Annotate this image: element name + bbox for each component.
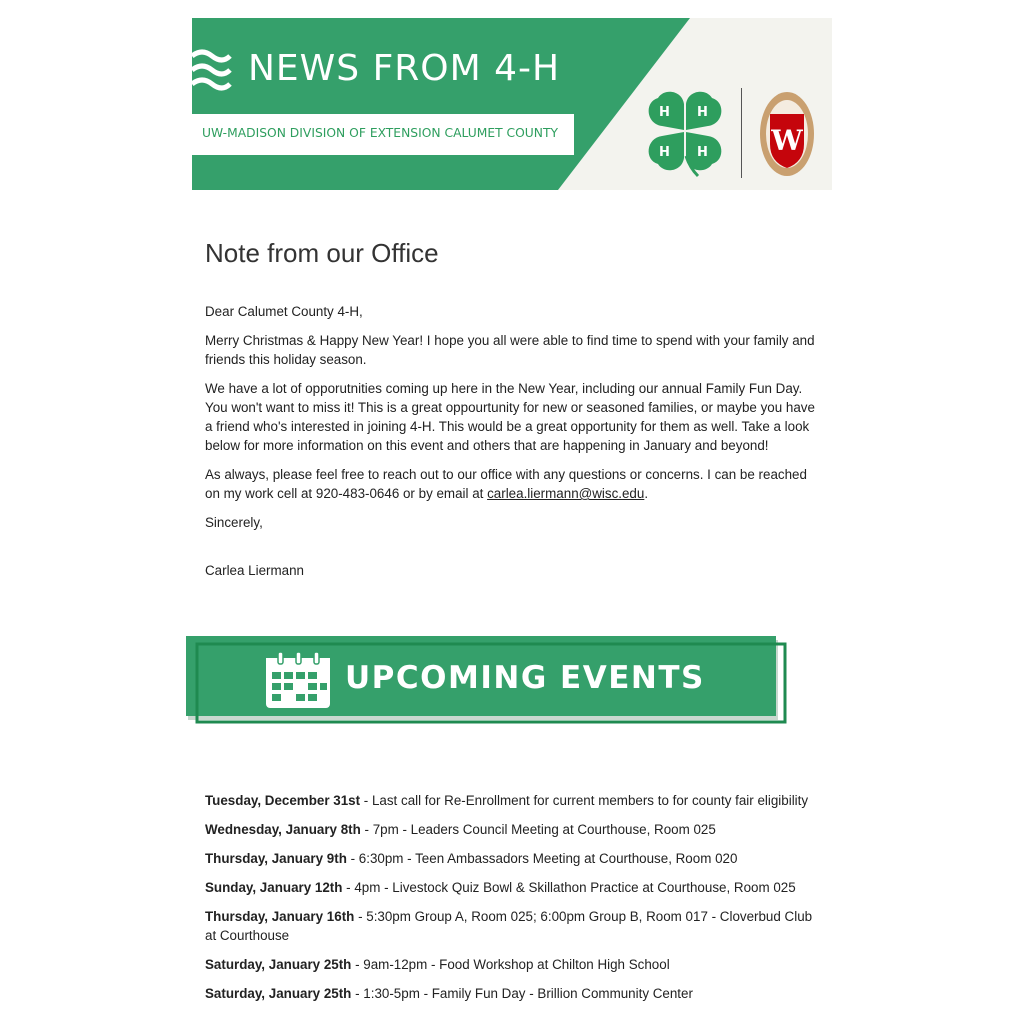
event-item [205, 907, 825, 945]
event-detail: - 7pm - Leaders Council Meeting at Courthouse, Room 025 [360, 822, 716, 837]
event-item [205, 791, 825, 810]
svg-text:H: H [697, 105, 708, 120]
event-item [205, 820, 825, 839]
event-detail: - 6:30pm - Teen Ambassadors Meeting at Courthouse, Room 020 [346, 851, 738, 866]
event-item [205, 878, 825, 897]
banner-subtitle: UW-MADISON DIVISION OF EXTENSION CALUMET COUNTY [202, 126, 559, 140]
waves-icon [192, 48, 232, 94]
calendar-icon [264, 652, 332, 710]
event-detail: - Last call for Re-Enrollment for current members to for county fair eligibility [360, 793, 809, 808]
header-banner [192, 18, 832, 190]
event-date: Sunday, January 12th [205, 880, 343, 895]
note-paragraph-3-end: . [644, 486, 649, 501]
svg-text:H: H [659, 105, 670, 120]
event-detail: - 1:30-5pm - Family Fun Day - Brillion Community Center [351, 986, 693, 1001]
4-h-clover-icon [640, 86, 730, 178]
note-title: Note from our Office [205, 238, 439, 268]
event-date: Thursday, January 16th [205, 909, 355, 924]
note-paragraph-3-text: As always, please feel free to reach out to our office with any questions or concerns. I can be reached on my work cell at 920-483-0646 or by email at [205, 467, 807, 501]
upcoming-events-label: UPCOMING EVENTS [345, 660, 705, 696]
note-paragraph-3 [205, 465, 825, 503]
note-paragraph-1: Merry Christmas & Happy New Year! I hope you all were able to find time to spend with your family and friends this holiday season. [205, 333, 815, 367]
event-item [205, 984, 825, 1003]
banner-green-shape [192, 18, 832, 190]
svg-text:H: H [697, 145, 708, 160]
event-detail: - 4pm - Livestock Quiz Bowl & Skillathon Practice at Courthouse, Room 025 [342, 880, 796, 895]
event-date: Thursday, January 9th [205, 851, 347, 866]
event-item [205, 849, 825, 868]
event-date: Wednesday, January 8th [205, 822, 361, 837]
event-date: Saturday, January 25th [205, 986, 352, 1001]
banner-title: NEWS FROM 4-H [248, 48, 561, 89]
svg-text:H: H [659, 145, 670, 160]
note-greeting: Dear Calumet County 4-H, [205, 304, 363, 319]
event-date: Tuesday, December 31st [205, 793, 361, 808]
email-link[interactable]: carlea.liermann@wisc.edu [487, 486, 645, 501]
event-item [205, 955, 825, 974]
svg-text:W: W [771, 124, 803, 157]
event-date: Saturday, January 25th [205, 957, 352, 972]
subtitle-box [192, 114, 574, 155]
event-detail: - 9am-12pm - Food Workshop at Chilton High School [351, 957, 670, 972]
note-paragraph-2: We have a lot of opporutnities coming up here in the New Year, including our annual Family Fun Day. You won't want to miss it! This is a great oppourtunity for new or seasoned families, or maybe you have a friend who's interested in joining 4-H. This would be a great opportunity for them as well. Take a look below for more information on this event and others that are happening in January and beyond! [205, 381, 815, 453]
note-signature: Carlea Liermann [205, 563, 304, 578]
note-closing: Sincerely, [205, 515, 263, 530]
uw-crest-icon [758, 88, 816, 180]
event-detail: - 5:30pm Group A, Room 025; 6:00pm Group B, Room 017 - Cloverbud Club at Courthouse [205, 909, 813, 943]
logo-divider [741, 88, 742, 178]
